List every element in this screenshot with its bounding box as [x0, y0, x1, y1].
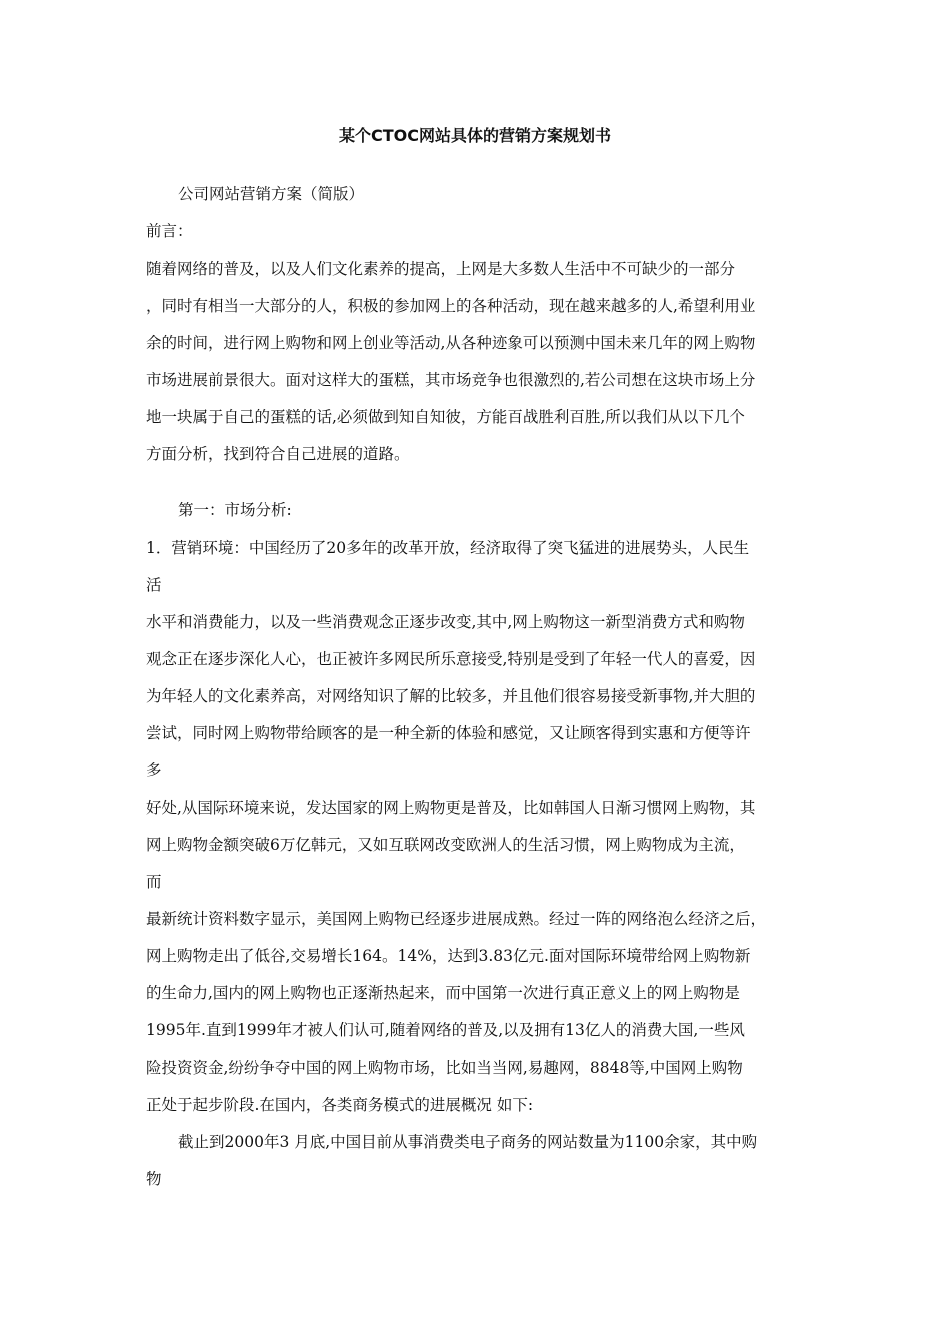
paragraph-line: 水平和消费能力，以及一些消费观念正逐步改变,其中,网上购物这一新型消费方式和购物 — [146, 613, 745, 631]
section-heading: 前言： — [146, 222, 193, 240]
paragraph-line: 网上购物走出了低谷,交易增长164。14%，达到3.83亿元.面对国际环境带给网上购物新 — [146, 947, 751, 965]
paragraph-line: 地一块属于自己的蛋糕的话,必须做到知自知彼，方能百战胜利百胜,所以我们从以下几个 — [146, 408, 745, 426]
section-heading: 第一：市场分析: — [178, 501, 292, 519]
paragraph-line: 险投资资金,纷纷争夺中国的网上购物市场，比如当当网,易趣网，8848等,中国网上购物 — [146, 1059, 743, 1077]
paragraph-line: 好处,从国际环境来说，发达国家的网上购物更是普及，比如韩国人日渐习惯网上购物，其 — [146, 799, 756, 817]
paragraph-line: 多 — [146, 761, 162, 779]
paragraph-line: 市场进展前景很大。面对这样大的蛋糕，其市场竞争也很激烈的,若公司想在这块市场上分 — [146, 371, 756, 389]
paragraph-line: 尝试，同时网上购物带给顾客的是一种全新的体验和感觉，又让顾客得到实惠和方便等许 — [146, 724, 751, 742]
paragraph-line: 余的时间，进行网上购物和网上创业等活动,从各种迹象可以预测中国未来几年的网上购物 — [146, 334, 756, 352]
paragraph-line: 物 — [146, 1170, 162, 1188]
paragraph-line: 随着网络的普及，以及人们文化素养的提高，上网是大多数人生活中不可缺少的一部分 — [146, 260, 736, 278]
paragraph-line: 1．营销环境：中国经历了20多年的改革开放，经济取得了突飞猛进的进展势头，人民生 — [146, 539, 750, 557]
subtitle: 公司网站营销方案（简版） — [178, 185, 365, 203]
paragraph-line: 1995年.直到1999年才被人们认可,随着网络的普及,以及拥有13亿人的消费大国,一些风 — [146, 1021, 745, 1039]
document-title: 某个CTOC网站具体的营销方案规划书 — [338, 126, 611, 145]
paragraph-line: ，同时有相当一大部分的人，积极的参加网上的各种活动，现在越来越多的人,希望利用业 — [146, 297, 756, 315]
paragraph-line: 截止到2000年3 月底,中国目前从事消费类电子商务的网站数量为1100余家，其中购 — [178, 1133, 758, 1151]
paragraph-line: 正处于起步阶段.在国内，各类商务模式的进展概况 如下: — [146, 1096, 534, 1114]
paragraph-line: 方面分析，找到符合自己进展的道路。 — [146, 445, 410, 463]
paragraph-line: 网上购物金额突破6万亿韩元，又如互联网改变欧洲人的生活习惯，网上购物成为主流， — [146, 836, 745, 854]
paragraph-line: 活 — [146, 576, 162, 594]
paragraph-line: 而 — [146, 873, 162, 891]
paragraph-line: 为年轻人的文化素养高，对网络知识了解的比较多，并且他们很容易接受新事物,并大胆的 — [146, 687, 756, 705]
paragraph-line: 最新统计资料数字显示，美国网上购物已经逐步进展成熟。经过一阵的网络泡么经济之后， — [146, 910, 767, 928]
paragraph-line: 观念正在逐步深化人心，也正被许多网民所乐意接受,特别是受到了年轻一代人的喜爱，因 — [146, 650, 756, 668]
paragraph-line: 的生命力,国内的网上购物也正逐渐热起来，而中国第一次进行真正意义上的网上购物是 — [146, 984, 740, 1002]
